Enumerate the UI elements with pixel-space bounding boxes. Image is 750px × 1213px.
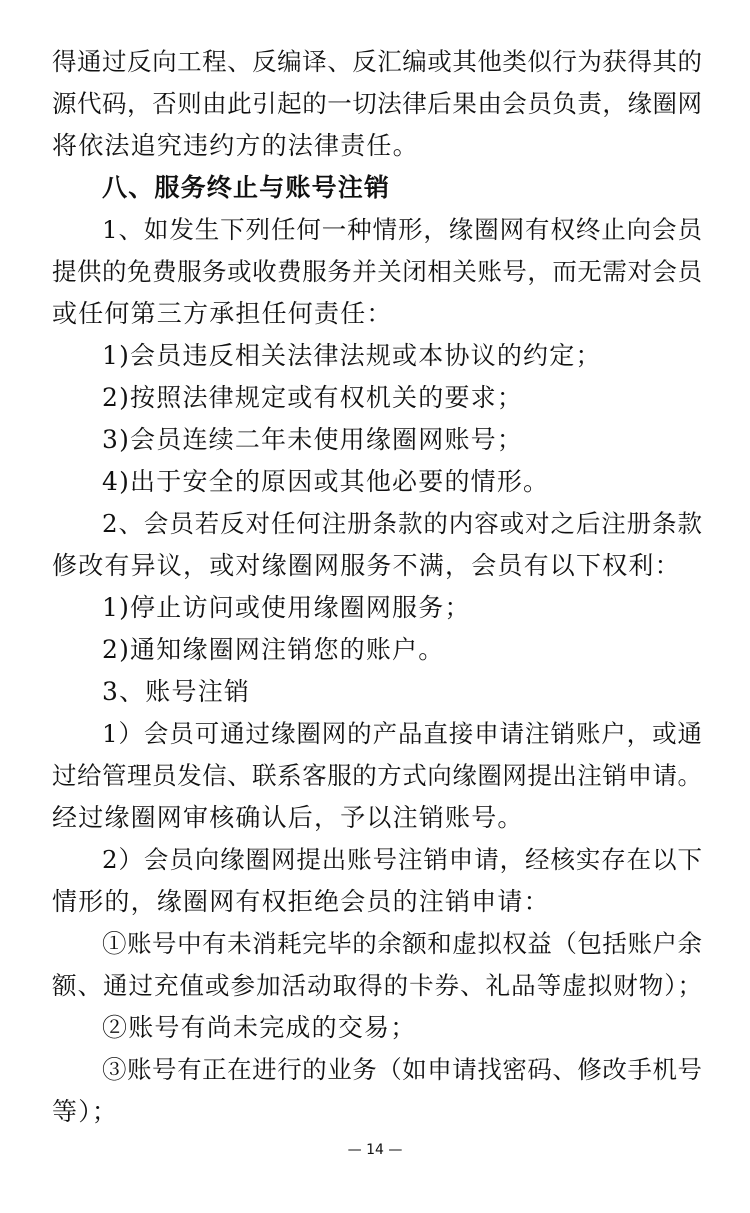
subsection-heading: 3、账号注销 [102,677,251,706]
paragraph-line: 1）会员可通过缘圈网的产品直接申请注销账户，或通 [102,719,702,748]
paragraph-line: 1、如发生下列任何一种情形，缘圈网有权终止向会员 [102,215,702,244]
paragraph-line: 2、会员若反对任何注册条款的内容或对之后注册条款 [102,509,702,538]
paragraph-line: 源代码，否则由此引起的一切法律后果由会员负责，缘圈网 [52,89,702,118]
list-item: 3)会员连续二年未使用缘圈网账号； [102,425,524,454]
list-item: 4)出于安全的原因或其他必要的情形。 [102,467,550,496]
paragraph-line: 情形的，缘圈网有权拒绝会员的注销申请： [52,887,550,916]
list-item: ③账号有正在进行的业务（如申请找密码、修改手机号 [102,1055,702,1084]
list-item: 2)按照法律规定或有权机关的要求； [102,383,524,412]
paragraph-line: 将依法追究违约方的法律责任。 [52,131,419,160]
paragraph-line: 过给管理员发信、联系客服的方式向缘圈网提出注销申请。 [52,761,702,790]
page-number: — 14 — [347,1142,403,1158]
list-item: 2)通知缘圈网注销您的账户。 [102,635,445,664]
paragraph-line: 或任何第三方承担任何责任： [52,299,393,328]
paragraph-line: 等）； [52,1097,119,1126]
paragraph-line: 2）会员向缘圈网提出账号注销申请，经核实存在以下 [102,845,702,874]
paragraph-line: 得通过反向工程、反编译、反汇编或其他类似行为获得其的 [52,47,702,76]
list-item: 1)会员违反相关法律法规或本协议的约定； [102,341,602,370]
paragraph-line: 额、通过充值或参加活动取得的卡券、礼品等虚拟财物）； [52,971,702,1000]
list-item: ①账号中有未消耗完毕的余额和虚拟权益（包括账户余 [102,929,702,958]
paragraph-line: 经过缘圈网审核确认后，予以注销账号。 [52,803,524,832]
paragraph-line: 修改有异议，或对缘圈网服务不满，会员有以下权利： [52,551,681,580]
section-heading: 八、服务终止与账号注销 [102,173,391,202]
list-item: ②账号有尚未完成的交易； [102,1013,417,1042]
list-item: 1)停止访问或使用缘圈网服务； [102,593,471,622]
paragraph-line: 提供的免费服务或收费服务并关闭相关账号，而无需对会员 [52,257,702,286]
